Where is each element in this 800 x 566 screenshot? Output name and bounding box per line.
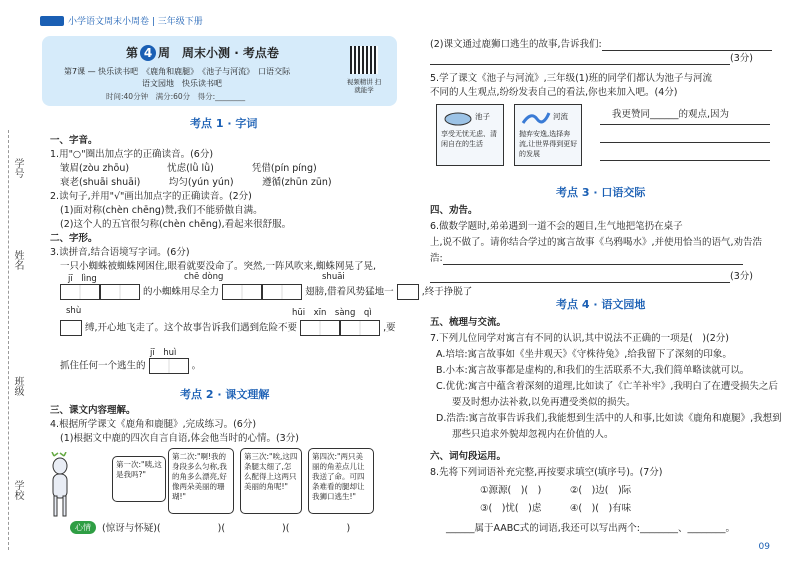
qr-code-icon[interactable] [350,46,378,74]
q3-row-c: 缚,开心地飞走了。这个故事告诉我们遇到危险不要 ,要 [60,320,396,336]
answer-line[interactable] [430,64,730,65]
q7-d-2: 那些只追求外貌却忽视内在价值的人。 [452,429,614,440]
pinyin-3: shuāi [322,272,345,282]
q7-a[interactable]: A.培培:寓言故事如《坐井观天》《守株待兔》,给我留下了深刻的印象。 [436,349,732,360]
pinyin-4: shù [66,306,82,316]
pinyin-1: jī lìng [68,274,97,284]
section-k3: 考点 3 · 口语交际 [556,186,646,199]
q5-text-2: 不同的人生观点,纷纷发表自己的看法,你也来加入吧。(4分) [430,87,678,98]
q3-a: 一只小蜘蛛被蜘蛛网困住,眼看就要没命了。突然,一阵风吹来,蜘蛛网晃了晃, [60,261,377,272]
answer-line[interactable] [600,160,770,161]
q6-text-2: 上,说不做了。请你结合学过的寓言故事《乌鸦喝水》,并使用恰当的语气,劝告浩 [430,237,763,248]
answer-box[interactable] [300,320,340,336]
page-title: 第 4 周 周末小测 · 考点卷 [126,46,279,60]
heading-s2: 二、字形。 [50,233,98,244]
q1-text: 1.用"○"圈出加点字的正确读音。(6分) [50,149,214,160]
heading-s1: 一、字音。 [50,135,98,146]
q8-b[interactable]: ③( )忧( )虑 ④( )( )有味 [480,503,632,514]
header-box [42,36,397,106]
answer-line[interactable] [430,282,730,283]
q8-text: 8.先将下列词语补充完整,再按要求填空(填序号)。(7分) [430,467,663,478]
q7-d[interactable]: D.浩浩:寓言故事告诉我们,我能想到生活中的人和事,比如读《鹿角和鹿腿》,我想到 [436,413,782,424]
q6-line: (3分) [430,270,753,283]
answer-line[interactable] [602,50,772,51]
pool-label: 池子 [475,112,490,121]
comic-bubble-4: 第四次:"两只美丽的角差点儿让我送了命。可四条难看的腿却让我狮口逃生!" [308,448,374,514]
comic-bubble-1: 第一次:"咦,这是我吗?" [112,456,166,502]
pinyin-5: hūi xīn sàng qì [292,308,372,318]
q7-text: 7.下列儿位同学对寓言有不同的认识,其中说法不正确的一项是( )(2分) [430,333,729,344]
binding-line [8,130,9,550]
week-number: 4 [140,45,156,61]
q6-text-3: 浩: [430,252,743,265]
answer-line[interactable] [443,264,743,265]
q7-c-2: 要及时想办法补救,以免再遭受类似的损失。 [452,397,636,408]
pinyin-2: chē dòng [184,272,224,282]
pool-card [436,104,504,166]
river-label: 河流 [553,112,568,121]
answer-box[interactable] [222,284,262,300]
river-card [514,104,582,166]
name-label: 姓名 [12,250,23,270]
heading-s3: 三、课文内容理解。 [50,405,136,416]
deer-icon [44,452,76,522]
section-k1: 考点 1 · 字词 [190,117,258,130]
heading-s5: 五、梳理与交流。 [430,317,507,328]
answer-line[interactable] [600,124,770,125]
q1-row-a: 皱眉(zòu zhōu) 忧虑(lǜ lǜ) 凭借(pín píng) [60,163,317,174]
q4-b-line2: (3分) [430,52,753,65]
q2-b: (2)这个人的五官很匀称(chèn chēng),看起来很舒服。 [60,219,292,230]
school-label: 学校 [12,480,23,500]
brand [40,14,203,27]
answer-box[interactable] [100,284,140,300]
q4-text: 4.根据所学课文《鹿角和鹿腿》,完成练习。(6分) [50,419,257,430]
answer-box[interactable] [397,284,419,300]
q7-b[interactable]: B.小本:寓言故事都是虚构的,和我们的生活联系不大,我们简单略读就可以。 [436,365,750,376]
page-number: 09 [758,542,770,552]
river-icon [521,109,551,127]
binding-margin [0,0,30,566]
q3-row-b: 的小蜘蛛用尽全力 翅膀,借着风势猛地一 ,终于挣脱了 [60,284,472,300]
pool-icon [443,109,473,127]
q8-c[interactable]: ______属于AABC式的词语,我还可以写出两个:________、________。 [446,523,735,534]
q4-a: (1)根据文中鹿的四次自言自语,体会他当时的心情。(3分) [60,433,299,444]
heading-s6: 六、词句段运用。 [430,451,507,462]
q7-c[interactable]: C.优优:寓言中蕴含着深刻的道理,比如读了《亡羊补牢》,我明白了在遭受损失之后 [436,381,778,392]
q4-b: (2)课文通过鹿狮口逃生的故事,告诉我们: [430,38,772,51]
answer-box[interactable] [262,284,302,300]
q3-row-d: 抓住任何一个逃生的 。 [60,358,201,374]
mood-row[interactable]: (惊讶与怀疑)( )( )( ) [102,523,351,534]
brand-logo-icon [40,16,64,26]
pinyin-6: jī huì [150,348,177,358]
student-number-label: 学号 [12,158,23,178]
class-label: 班级 [12,376,23,396]
qr-label: 视频精讲 扫就能学 [346,78,382,94]
answer-line[interactable] [600,142,770,143]
q5-text: 5.学了课文《池子与河流》,三年级(1)班的同学们都认为池子与河流 [430,73,713,84]
answer-box[interactable] [149,358,189,374]
q8-a[interactable]: ①源源( )( ) ②( )边( )际 [480,485,632,496]
brand-text: 小学语文周末小周卷 | 三年级下册 [68,17,203,27]
comic-bubble-2: 第二次:"啊!我的身段多么匀称,我的角多么漂亮,好像两朵美丽的珊瑚!" [168,448,234,514]
comic-bubble-3: 第三次:"唉,这四条腿太细了,怎么配得上这两只美丽的角呢!" [240,448,302,514]
agree-text[interactable]: 我更赞同______的观点,因为 [612,109,730,120]
q2-a: (1)面对称(chèn chēng)赞,我们不能骄傲自满。 [60,205,263,216]
header-subtitle: 第7课 — 快乐读书吧 《鹿角和鹿腿》 《池子与河流》 口语交际 [64,67,291,76]
section-k2: 考点 2 · 课文理解 [180,388,270,401]
q6-text: 6.做数学题时,弟弟遇到一道不会的题目,生气地把笔扔在桌子 [430,221,683,232]
pool-text: 享受无忧无虑、清闲自在的生活 [441,130,497,148]
q3-text: 3.读拼音,结合语境写字词。(6分) [50,247,190,258]
header-subtitle-2: 语文园地 快乐读书吧 [142,79,222,88]
answer-box[interactable] [340,320,380,336]
answer-box[interactable] [60,284,100,300]
header-meta: 时间:40分钟 满分:60分 得分:________ [106,92,246,101]
section-k4: 考点 4 · 语文园地 [556,298,646,311]
heading-s4: 四、劝告。 [430,205,478,216]
mood-label: 心情 [70,521,96,534]
q1-row-b: 衰老(shuāi shuāi) 均匀(yún yún) 遵循(zhūn zūn) [60,177,332,188]
q2-text: 2.读句子,并用"√"画出加点字的正确读音。(2分) [50,191,252,202]
answer-box[interactable] [60,320,82,336]
river-text: 抛弃安逸,选择奔流,让世界得到更好的发展 [519,130,578,158]
